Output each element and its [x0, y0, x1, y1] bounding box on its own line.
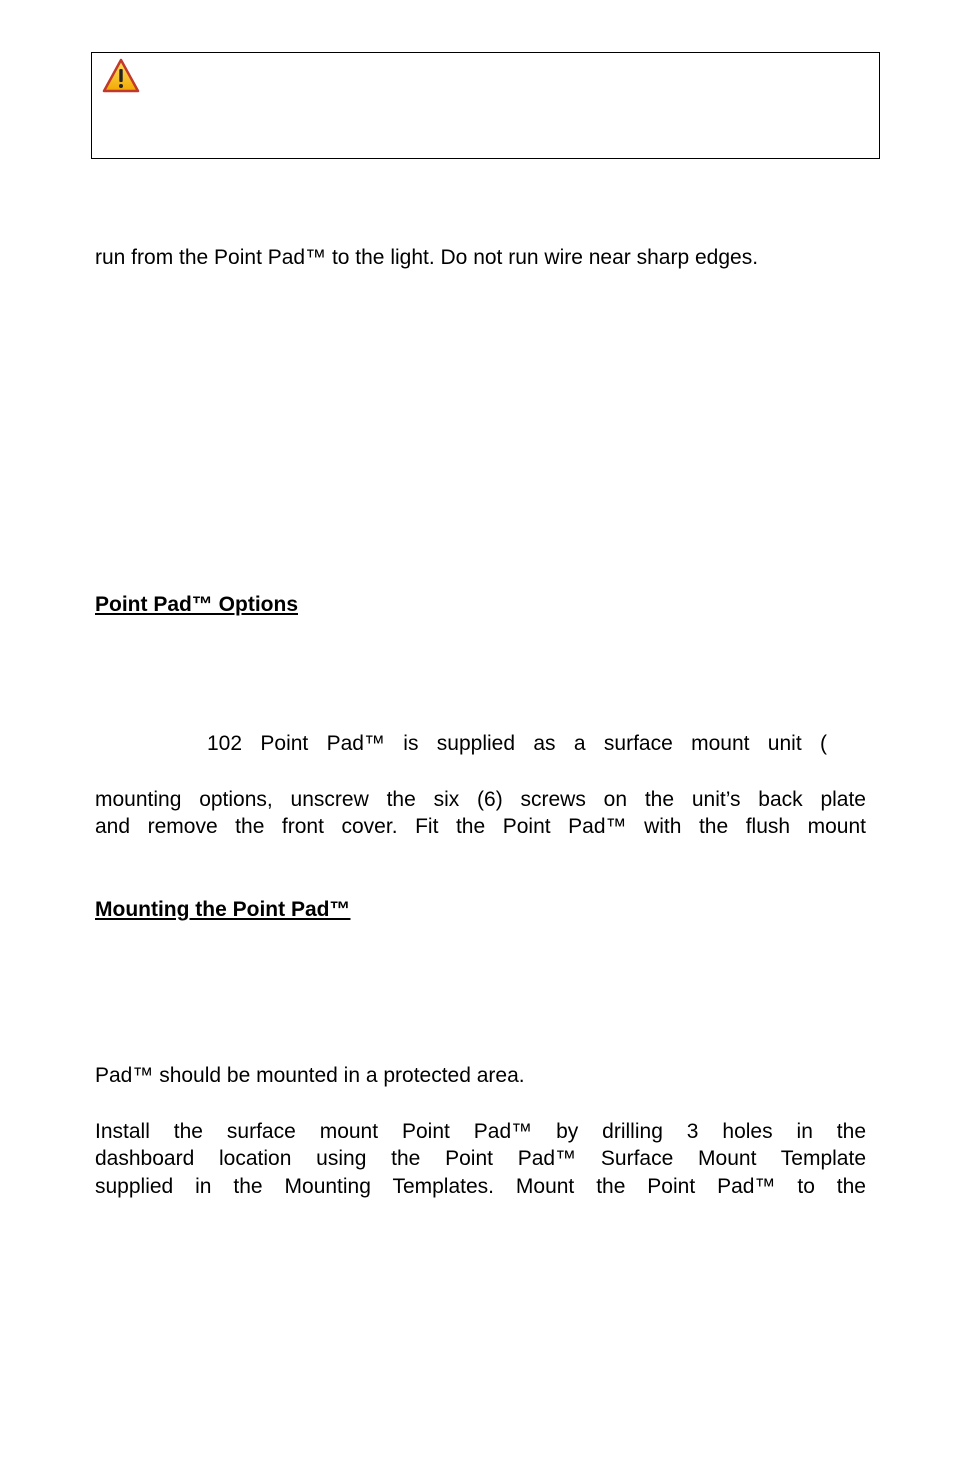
body-text-line: Install the surface mount Point Pad™ by drilling 3 holes in the [95, 1120, 866, 1143]
body-text-line: dashboard location using the Point Pad™ Surface Mount Template [95, 1147, 866, 1170]
warning-triangle-icon [102, 58, 140, 94]
warning-box [91, 52, 880, 159]
body-text-line: mounting options, unscrew the six (6) screws on the unit’s back plate [95, 788, 866, 811]
body-text-line: and remove the front cover. Fit the Point Pad™ with the flush mount [95, 815, 866, 838]
body-text-line: run from the Point Pad™ to the light. Do not run wire near sharp edges. [95, 246, 759, 269]
body-text-line: supplied in the Mounting Templates. Mount the Point Pad™ to the [95, 1175, 866, 1198]
body-text-line: 102 Point Pad™ is supplied as a surface mount unit ( [207, 732, 827, 755]
body-text-line: Pad™ should be mounted in a protected area. [95, 1064, 525, 1087]
section-heading-mounting: Mounting the Point Pad™ [95, 898, 351, 921]
section-heading-options: Point Pad™ Options [95, 593, 298, 616]
